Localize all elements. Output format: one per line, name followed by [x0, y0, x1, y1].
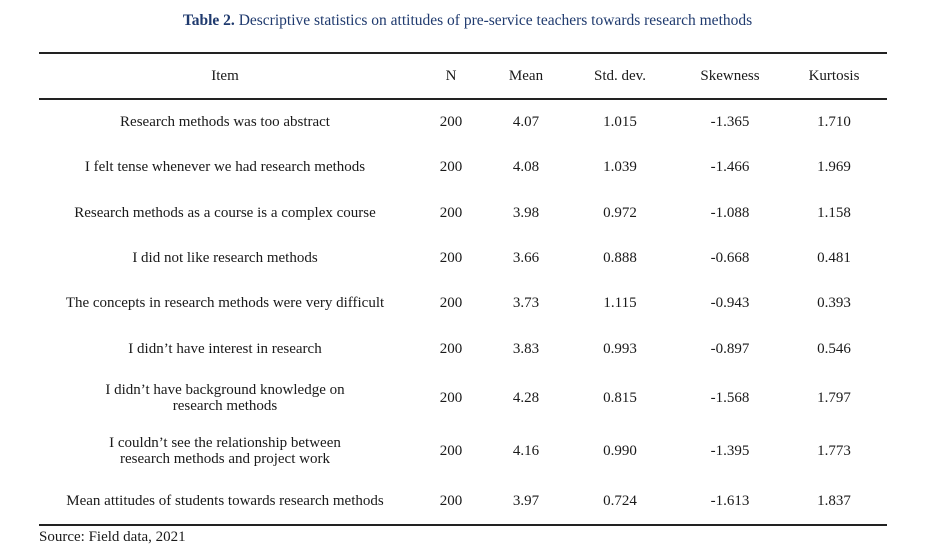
cell-skewness: -0.668: [710, 250, 750, 266]
table-row: [39, 479, 887, 524]
cell-kurtosis: 1.773: [817, 443, 851, 459]
statistics-table: [39, 54, 887, 98]
cell-item: Research methods as a course is a complex course: [74, 204, 376, 221]
cell-std-dev: 0.972: [603, 204, 637, 221]
table-row: [39, 326, 887, 372]
table-source-note: Source: Field data, 2021: [39, 529, 186, 545]
cell-std-dev: 0.724: [603, 493, 637, 509]
cell-item: I couldn’t see the relationship between research methods and project work: [109, 435, 341, 467]
cell-kurtosis: 0.481: [817, 250, 851, 266]
cell-n: 200: [439, 389, 463, 406]
header-n: N: [445, 67, 457, 84]
cell-skewness: -1.365: [710, 114, 750, 130]
table-row: [39, 372, 887, 424]
cell-n: 200: [439, 340, 463, 357]
cell-mean: 4.08: [512, 159, 540, 175]
cell-kurtosis: 1.158: [817, 204, 851, 221]
cell-std-dev: 0.815: [603, 389, 637, 406]
cell-mean: 3.83: [512, 340, 540, 357]
cell-n: 200: [439, 493, 463, 509]
cell-n: 200: [439, 295, 463, 311]
cell-kurtosis: 0.393: [817, 295, 851, 311]
cell-mean: 3.97: [512, 493, 540, 509]
cell-item: I didn’t have interest in research: [128, 340, 322, 357]
table-row: [39, 236, 887, 281]
cell-skewness: -1.466: [710, 159, 750, 175]
statistics-table-body: [39, 100, 887, 524]
cell-mean: 4.28: [512, 389, 540, 406]
table-row: [39, 100, 887, 145]
table-row: [39, 190, 887, 236]
cell-kurtosis: 1.710: [817, 114, 851, 130]
cell-n: 200: [439, 443, 463, 459]
cell-n: 200: [439, 114, 463, 130]
cell-std-dev: 1.015: [603, 114, 637, 130]
cell-std-dev: 0.888: [603, 250, 637, 266]
cell-std-dev: 1.115: [603, 295, 637, 311]
header-mean: Mean: [508, 67, 544, 84]
cell-mean: 3.98: [512, 204, 540, 221]
cell-item: I didn’t have background knowledge on research methods: [105, 381, 345, 414]
cell-kurtosis: 1.797: [817, 389, 851, 406]
cell-n: 200: [439, 250, 463, 266]
table-bottom-rule: [39, 524, 887, 526]
cell-item: Research methods was too abstract: [120, 114, 330, 130]
table-row: [39, 145, 887, 190]
cell-mean: 3.66: [512, 250, 540, 266]
cell-skewness: -1.395: [710, 443, 750, 459]
cell-item: I felt tense whenever we had research methods: [84, 159, 366, 175]
cell-mean: 3.73: [512, 295, 540, 311]
cell-std-dev: 0.993: [603, 340, 637, 357]
statistics-table-container: [39, 52, 887, 526]
cell-skewness: -1.088: [710, 204, 750, 221]
cell-n: 200: [439, 159, 463, 175]
table-body: [39, 100, 887, 524]
cell-skewness: -0.897: [710, 340, 750, 357]
table-caption-text: Descriptive statistics on attitudes of pre-service teachers towards research methods: [234, 12, 753, 29]
cell-mean: 4.07: [512, 114, 540, 130]
table-row: [39, 424, 887, 479]
cell-mean: 4.16: [512, 443, 540, 459]
cell-kurtosis: 1.969: [817, 159, 851, 175]
cell-item: Mean attitudes of students towards research methods: [66, 493, 384, 509]
table-caption-label: Table 2.: [182, 12, 235, 29]
cell-std-dev: 0.990: [603, 443, 637, 459]
cell-n: 200: [439, 204, 463, 221]
cell-item: I did not like research methods: [132, 250, 318, 266]
header-kurtosis: Kurtosis: [808, 67, 860, 84]
header-item: Item: [211, 67, 239, 84]
cell-skewness: -1.613: [710, 493, 750, 509]
cell-skewness: -0.943: [710, 295, 750, 311]
cell-std-dev: 1.039: [603, 159, 637, 175]
cell-kurtosis: 0.546: [817, 340, 851, 357]
cell-skewness: -1.568: [710, 389, 750, 406]
cell-kurtosis: 1.837: [817, 493, 851, 509]
header-skewness: Skewness: [700, 67, 760, 84]
table-header-row: [39, 54, 887, 98]
cell-item: The concepts in research methods were very difficult: [65, 295, 385, 311]
table-caption: [0, 12, 935, 30]
table-row: [39, 281, 887, 326]
header-std-dev: Std. dev.: [594, 67, 646, 84]
